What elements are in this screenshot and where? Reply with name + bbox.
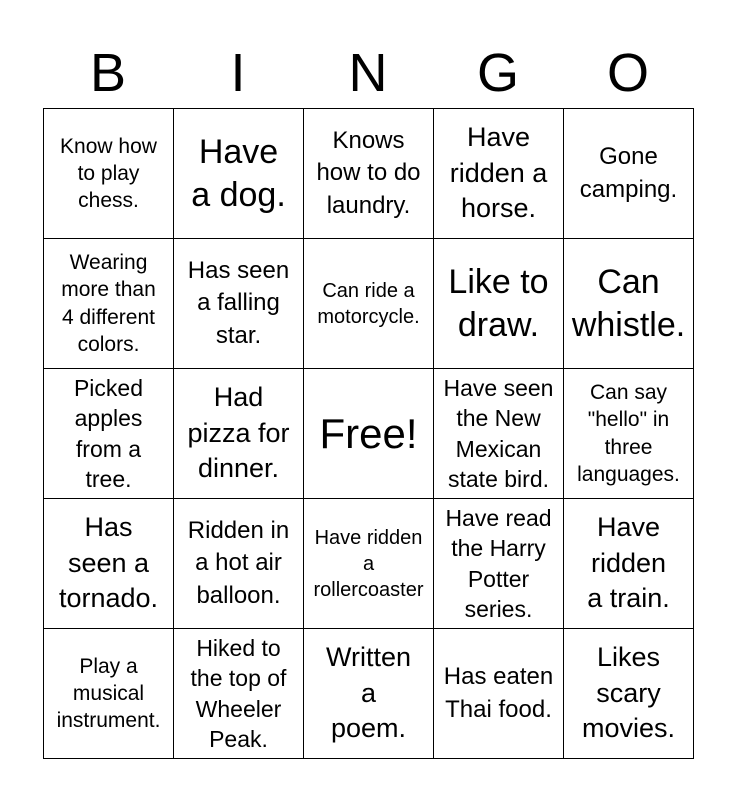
header-letter-o: O bbox=[606, 43, 649, 103]
header-letter-n: N bbox=[348, 43, 388, 103]
bingo-cell[interactable]: Have ridden a horse. bbox=[434, 109, 564, 239]
card-row bbox=[44, 109, 694, 239]
header-letter-i: I bbox=[230, 43, 246, 103]
bingo-cell[interactable]: Likes scary movies. bbox=[564, 629, 694, 759]
bingo-cell[interactable]: Know how to play chess. bbox=[44, 109, 174, 239]
bingo-cell[interactable]: Knows how to do laundry. bbox=[304, 109, 434, 239]
bingo-cell[interactable]: Has seen a falling star. bbox=[174, 239, 304, 369]
bingo-cell[interactable]: Has eaten Thai food. bbox=[434, 629, 564, 759]
free-space-cell[interactable]: Free! bbox=[304, 369, 434, 499]
card-row bbox=[44, 369, 694, 499]
bingo-cell[interactable]: Gone camping. bbox=[564, 109, 694, 239]
bingo-cell[interactable]: Can whistle. bbox=[564, 239, 694, 369]
card-row bbox=[44, 499, 694, 629]
bingo-cell[interactable]: Can ride a motorcycle. bbox=[304, 239, 434, 369]
bingo-cell[interactable]: Have a dog. bbox=[174, 109, 304, 239]
bingo-cell[interactable]: Have read the Harry Potter series. bbox=[434, 499, 564, 629]
bingo-cell[interactable]: Have ridden a rollercoaster bbox=[304, 499, 434, 629]
card-row bbox=[44, 239, 694, 369]
bingo-cell[interactable]: Ridden in a hot air balloon. bbox=[174, 499, 304, 629]
bingo-cell[interactable]: Had pizza for dinner. bbox=[174, 369, 304, 499]
bingo-cell[interactable]: Can say "hello" in three languages. bbox=[564, 369, 694, 499]
bingo-cell[interactable]: Has seen a tornado. bbox=[44, 499, 174, 629]
bingo-cell[interactable]: Play a musical instrument. bbox=[44, 629, 174, 759]
bingo-cell[interactable]: Hiked to the top of Wheeler Peak. bbox=[174, 629, 304, 759]
bingo-cell[interactable]: Like to draw. bbox=[434, 239, 564, 369]
header-letter-b: B bbox=[89, 43, 127, 103]
bingo-cell[interactable]: Have ridden a train. bbox=[564, 499, 694, 629]
bingo-card bbox=[43, 108, 694, 759]
bingo-cell[interactable]: Picked apples from a tree. bbox=[44, 369, 174, 499]
bingo-header bbox=[43, 40, 693, 106]
bingo-cell[interactable]: Have seen the New Mexican state bird. bbox=[434, 369, 564, 499]
header-letter-g: G bbox=[476, 43, 519, 103]
card-row bbox=[44, 629, 694, 759]
bingo-cell[interactable]: Wearing more than 4 different colors. bbox=[44, 239, 174, 369]
bingo-cell[interactable]: Written a poem. bbox=[304, 629, 434, 759]
